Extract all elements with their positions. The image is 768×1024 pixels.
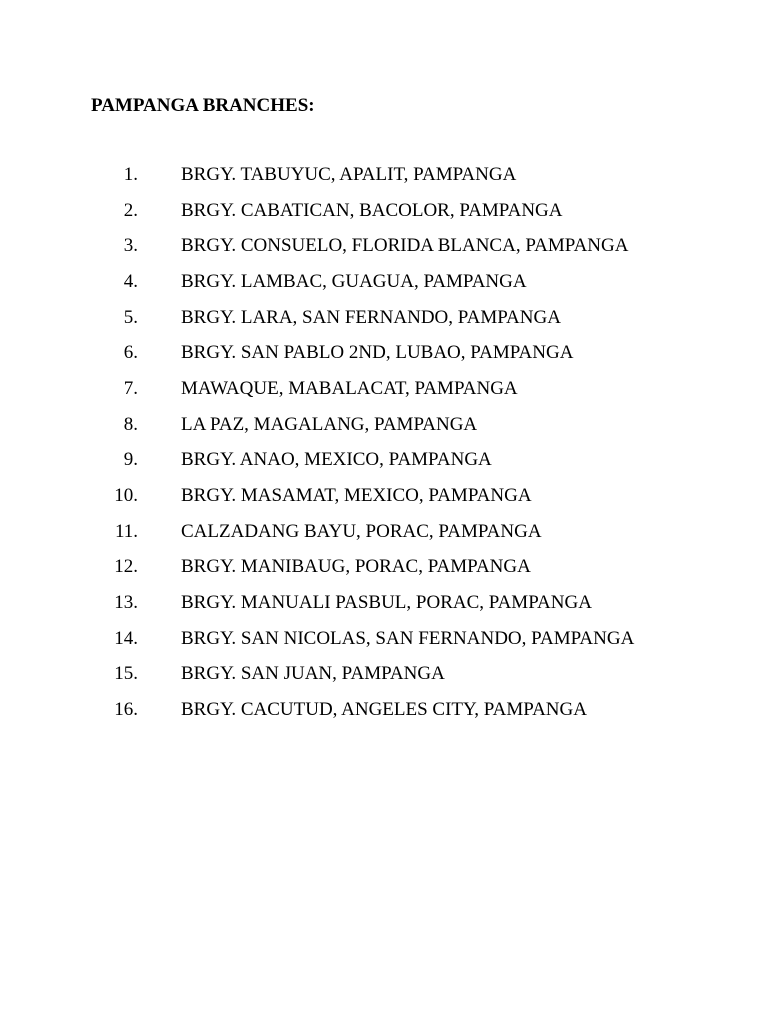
- list-item: [0, 270, 768, 306]
- branch-list: [0, 163, 768, 734]
- list-item: [0, 520, 768, 556]
- list-item: [0, 448, 768, 484]
- list-item-address: BRGY. SAN JUAN, PAMPANGA: [181, 663, 445, 685]
- list-item-address: BRGY. SAN NICOLAS, SAN FERNANDO, PAMPANGA: [181, 627, 635, 649]
- list-item: [0, 484, 768, 520]
- list-item-number: 4.: [123, 270, 138, 292]
- list-item-address: BRGY. SAN PABLO 2ND, LUBAO, PAMPANGA: [181, 342, 574, 364]
- list-item-number: 16.: [114, 698, 138, 720]
- list-item-address: BRGY. CACUTUD, ANGELES CITY, PAMPANGA: [181, 698, 587, 720]
- list-item-number: 3.: [123, 235, 138, 257]
- list-item: [0, 698, 768, 734]
- list-item: [0, 413, 768, 449]
- list-item-number: 12.: [114, 556, 138, 578]
- list-item-number: 5.: [123, 306, 138, 328]
- list-item-number: 8.: [123, 413, 138, 435]
- list-item-number: 1.: [123, 164, 138, 185]
- list-item-address: BRGY. MANUALI PASBUL, PORAC, PAMPANGA: [181, 591, 592, 613]
- list-item-number: 7.: [123, 377, 138, 399]
- list-item: [0, 341, 768, 377]
- list-item: [0, 306, 768, 342]
- list-item-address: LA PAZ, MAGALANG, PAMPANGA: [181, 413, 478, 435]
- list-item-address: BRGY. MASAMAT, MEXICO, PAMPANGA: [181, 484, 532, 506]
- list-item: [0, 199, 768, 235]
- list-item-address: CALZADANG BAYU, PORAC, PAMPANGA: [181, 520, 542, 542]
- list-item-number: 11.: [114, 520, 138, 542]
- list-item-number: 9.: [123, 449, 138, 471]
- list-item-number: 14.: [114, 627, 138, 649]
- list-item-address: BRGY. ANAO, MEXICO, PAMPANGA: [181, 449, 492, 471]
- list-item-address: BRGY. CONSUELO, FLORIDA BLANCA, PAMPANGA: [181, 235, 629, 257]
- list-item: [0, 591, 768, 627]
- list-item-address: BRGY. LAMBAC, GUAGUA, PAMPANGA: [181, 270, 527, 292]
- list-item: [0, 234, 768, 270]
- list-item-address: BRGY. LARA, SAN FERNANDO, PAMPANGA: [181, 306, 561, 328]
- document-heading: PAMPANGA BRANCHES:: [91, 95, 315, 116]
- list-item: [0, 662, 768, 698]
- list-item-number: 13.: [114, 591, 138, 613]
- list-item-number: 6.: [123, 342, 138, 364]
- list-item-number: 2.: [123, 199, 138, 221]
- list-item-address: BRGY. MANIBAUG, PORAC, PAMPANGA: [181, 556, 531, 578]
- list-item: [0, 377, 768, 413]
- list-item-address: BRGY. CABATICAN, BACOLOR, PAMPANGA: [181, 199, 563, 221]
- list-item: [0, 555, 768, 591]
- list-item: [0, 163, 768, 199]
- list-item-address: MAWAQUE, MABALACAT, PAMPANGA: [181, 377, 518, 399]
- list-item-number: 15.: [114, 663, 138, 685]
- list-item-address: BRGY. TABUYUC, APALIT, PAMPANGA: [181, 164, 517, 185]
- list-item: [0, 627, 768, 663]
- list-item-number: 10.: [114, 484, 138, 506]
